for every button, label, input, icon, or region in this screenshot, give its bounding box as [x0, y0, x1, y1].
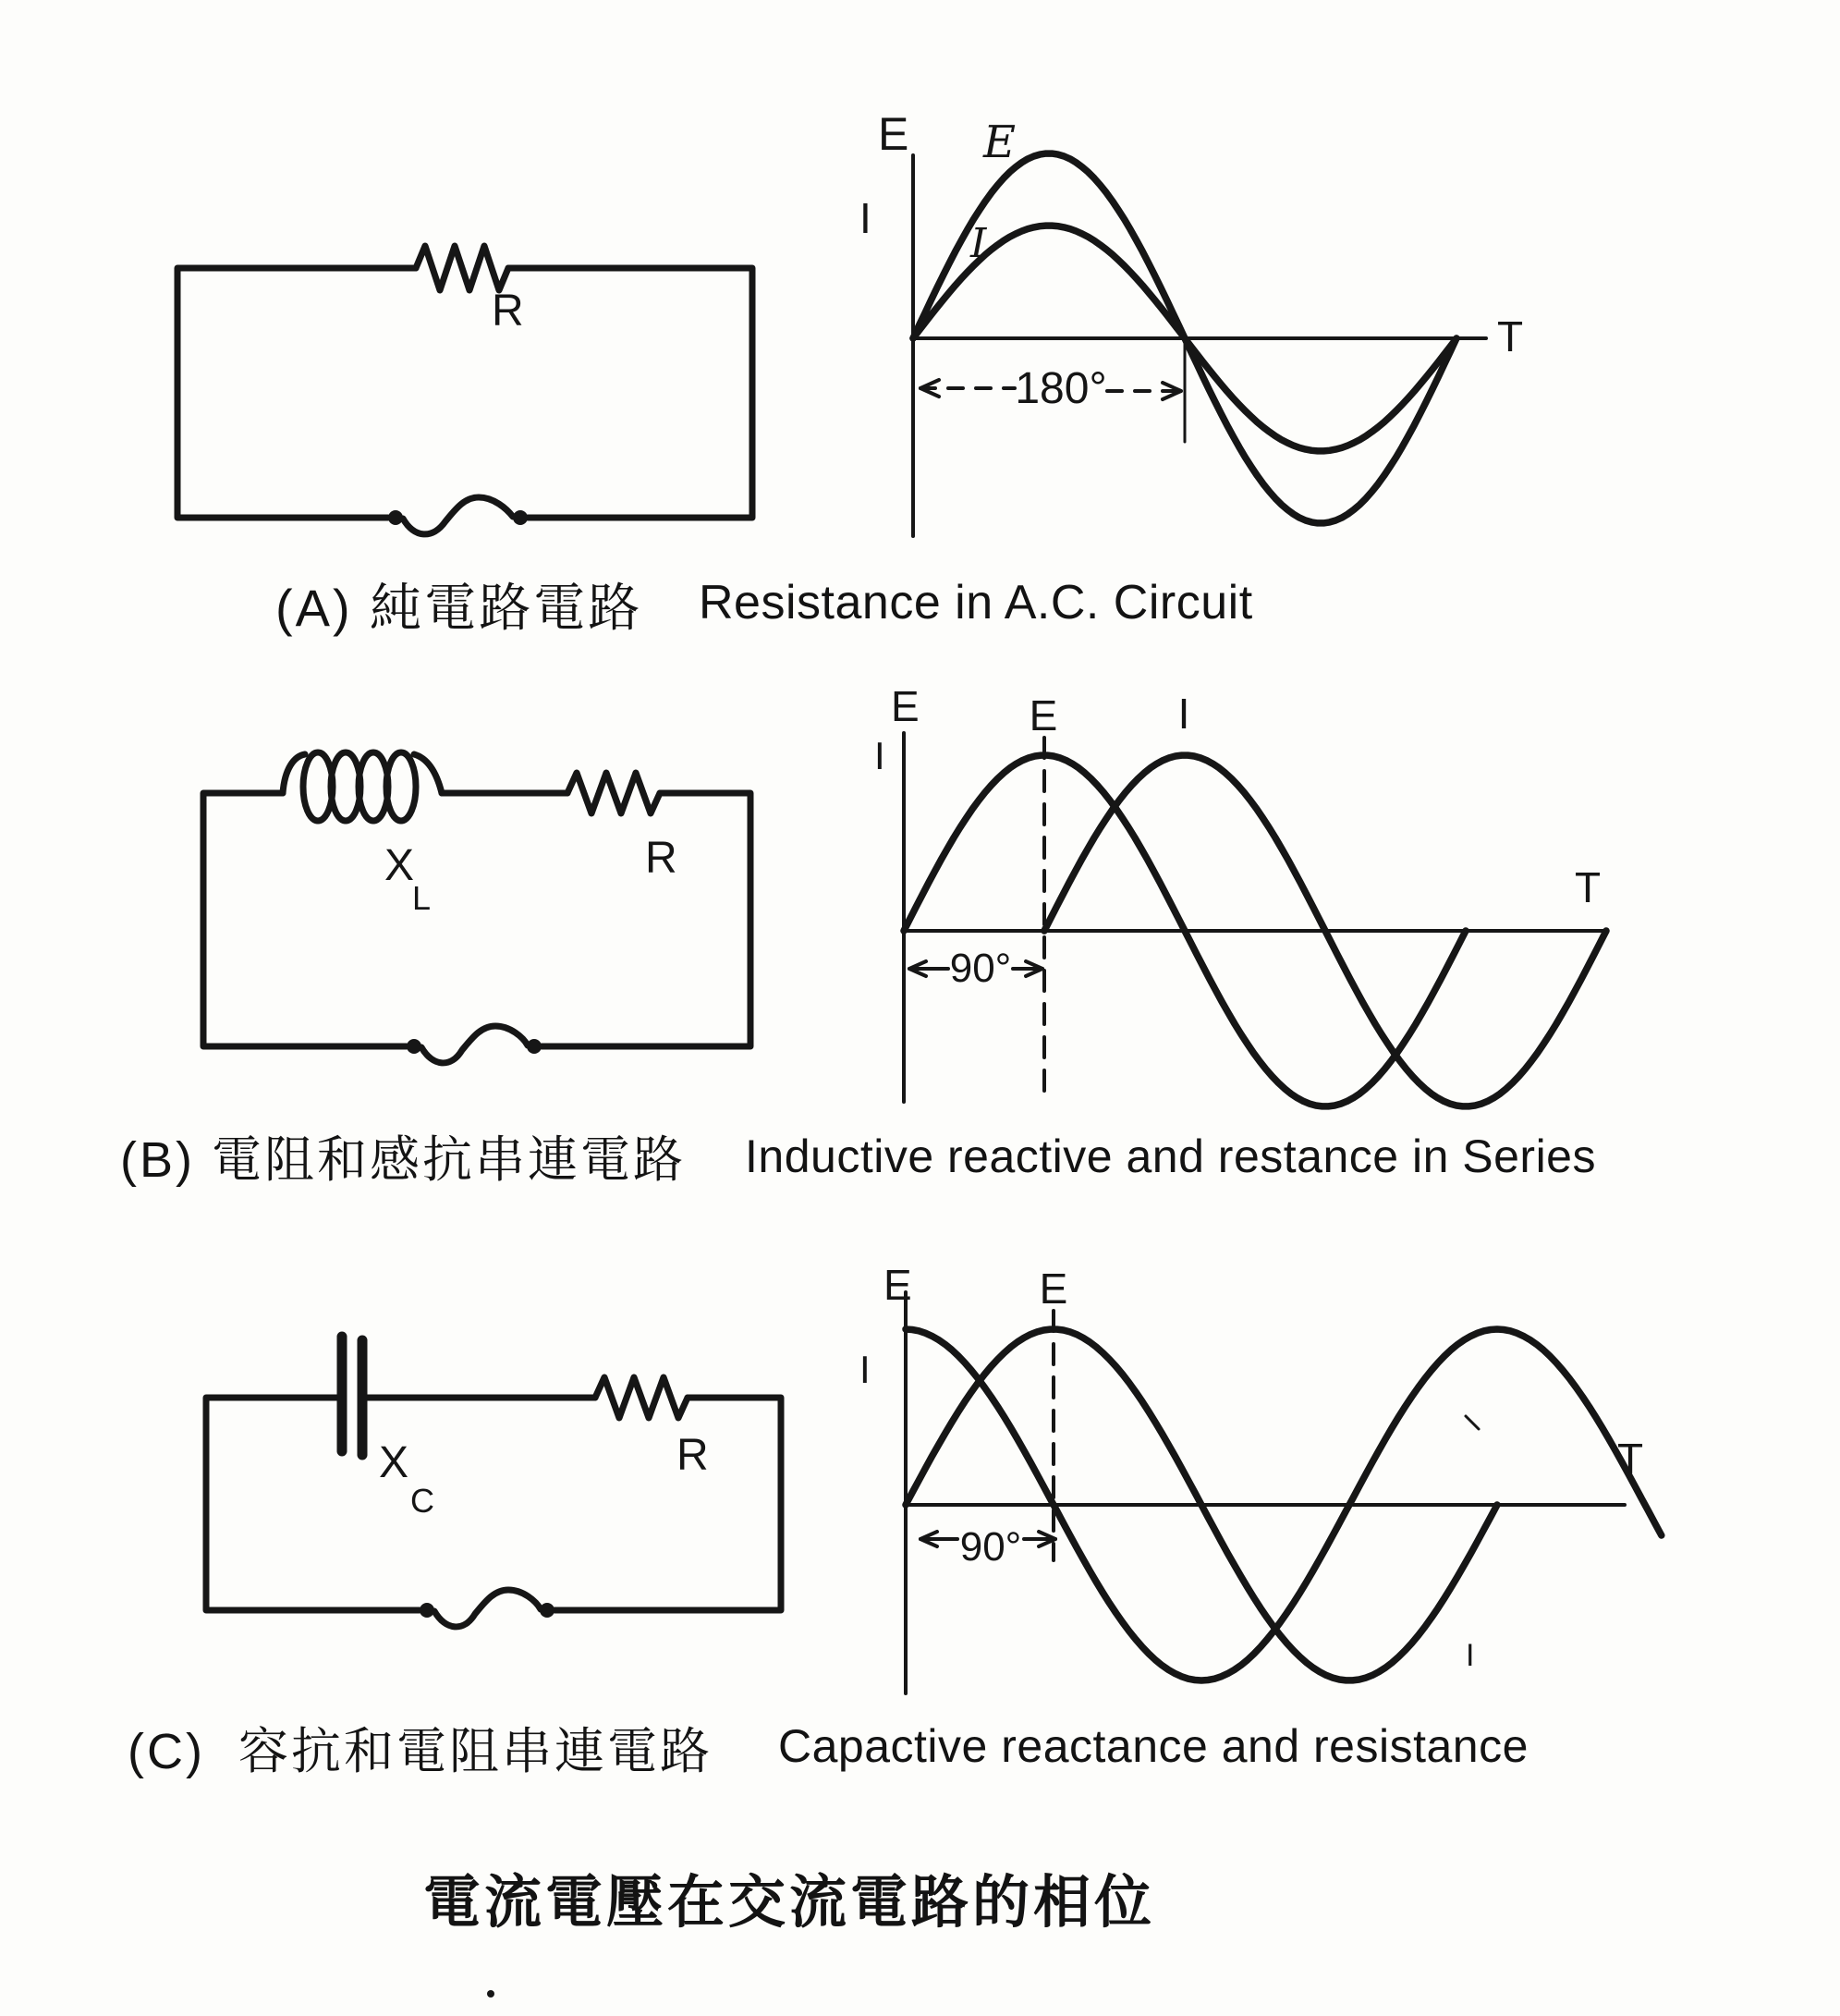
scan-speck	[487, 1990, 494, 1998]
graph-c-y-axis-label-E: E	[883, 1261, 912, 1309]
graph-a	[859, 108, 1523, 536]
capacitor-label-subscript: C	[410, 1482, 434, 1520]
graph-b-curve-label-I: I	[1177, 690, 1190, 738]
resistor-label: R	[645, 834, 677, 883]
inductor-label-subscript: L	[412, 879, 432, 917]
caption-c-en: Capactive reactance and resistance	[778, 1720, 1529, 1772]
graph-b-y-axis-label-I: I	[874, 734, 885, 777]
graph-c-curve-label-E: E	[1039, 1265, 1068, 1313]
graph-c-curve-label-I: I	[1466, 1638, 1475, 1673]
capacitor-symbol	[342, 1337, 362, 1455]
resistor-label: R	[676, 1431, 709, 1480]
resistor-label: R	[492, 287, 524, 336]
graph-c-x-axis-label: T	[1617, 1435, 1644, 1483]
graph-b-y-axis-label-E: E	[891, 682, 920, 730]
graph-a-y-axis-label-E: E	[878, 108, 909, 160]
graph-a-phase-annotation	[920, 364, 1181, 413]
scan-speck	[1466, 1416, 1479, 1429]
ac-source-symbol	[403, 497, 513, 534]
graph-c-y-axis-label-I: I	[859, 1348, 871, 1391]
circuit-a-wires	[177, 268, 752, 518]
figure-title: 電流電壓在交流電路的相位	[423, 1868, 1156, 1936]
graph-a-curve-label-I: I	[970, 220, 987, 267]
graph-a-y-axis-label-I: I	[859, 194, 871, 242]
inductor-symbol	[283, 752, 442, 821]
inductor-label: X	[384, 841, 415, 890]
capacitor-label: X	[379, 1438, 409, 1487]
graph-c-phase-annotation	[920, 1524, 1055, 1570]
ac-source-symbol	[434, 1590, 541, 1627]
circuit-c-wires	[206, 1398, 781, 1610]
caption-c-zh: (C) 容抗和電阻串連電路	[128, 1724, 713, 1779]
ac-source-symbol	[421, 1026, 528, 1063]
graph-b-x-axis-label: T	[1575, 863, 1602, 911]
graph-b-curve-label-E: E	[1029, 691, 1058, 739]
resistor-symbol	[595, 1377, 688, 1418]
circuit-b-wires	[203, 793, 750, 1046]
resistor-symbol	[416, 246, 508, 290]
graph-a-curve-label-E: E	[983, 116, 1017, 168]
caption-a-zh: (A) 純電路電路	[275, 579, 643, 637]
graph-b	[874, 682, 1606, 1106]
circuit-c	[206, 1337, 781, 1627]
caption-a-en: Resistance in A.C. Circuit	[699, 576, 1253, 629]
graph-a-x-axis-label: T	[1497, 312, 1524, 360]
caption-b-zh: (B) 電阻和感抗串連電路	[120, 1132, 686, 1188]
graph-c-phase-label: 90°	[959, 1524, 1022, 1570]
circuit-b	[203, 752, 750, 1063]
graph-c	[859, 1261, 1662, 1693]
graph-a-phase-label: 180°	[1015, 364, 1107, 413]
circuit-a	[177, 246, 752, 534]
graph-b-phase-label: 90°	[949, 946, 1012, 991]
caption-b-en: Inductive reactive and restance in Series	[745, 1130, 1596, 1182]
graph-b-phase-annotation	[909, 946, 1042, 991]
resistor-symbol	[567, 773, 660, 813]
